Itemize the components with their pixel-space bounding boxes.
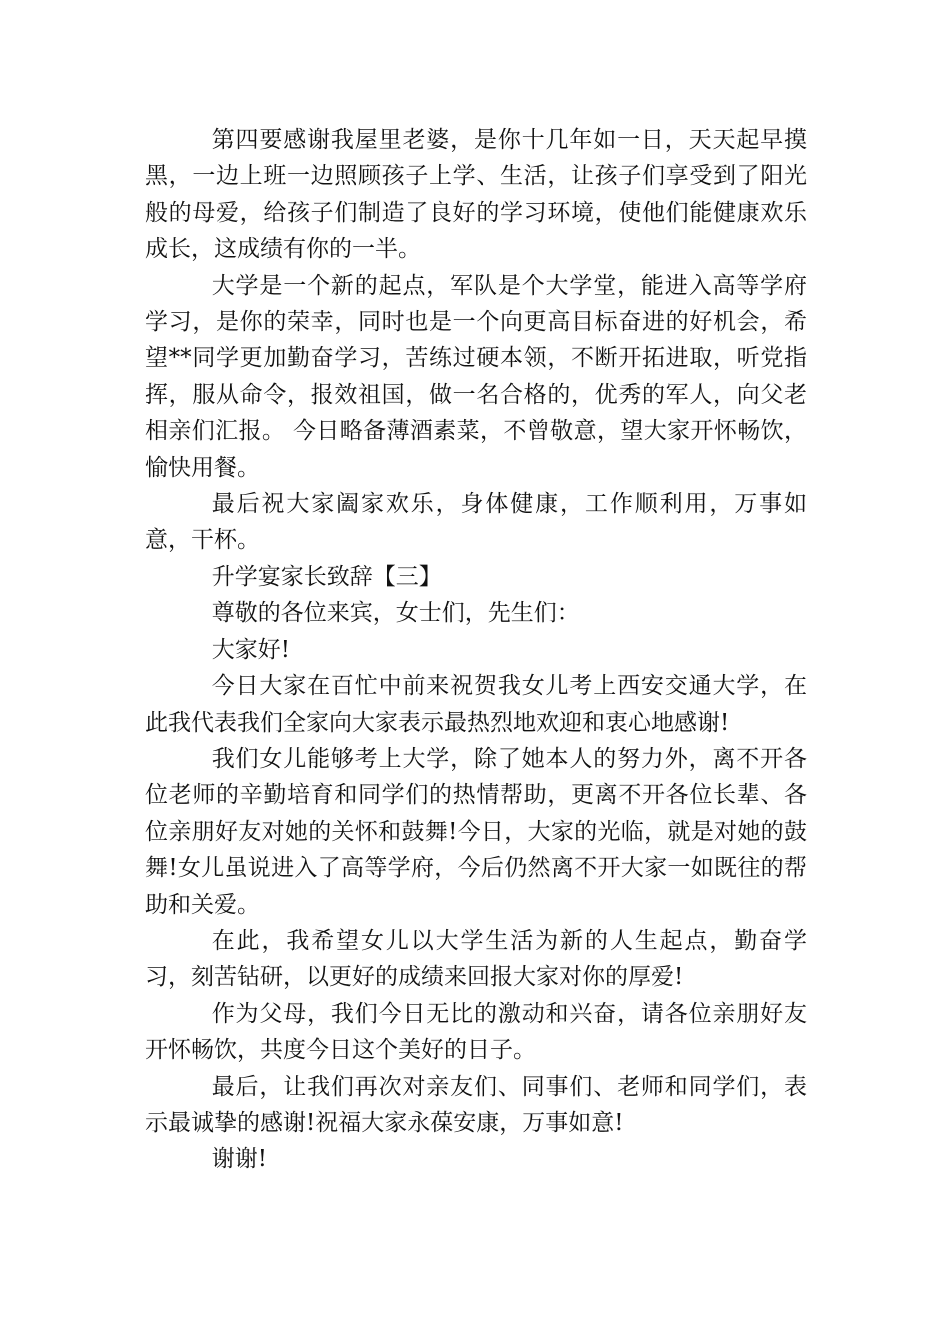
paragraph-final-thanks: 最后，让我们再次对亲友们、同事们、老师和同学们，表示最诚挚的感谢!祝福大家永葆安康，万事如意! xyxy=(145,1073,807,1136)
salutation: 尊敬的各位来宾，女士们，先生们： xyxy=(211,600,580,627)
paragraph-hope: 在此，我希望女儿以大学生活为新的人生起点，勤奋学习，刻苦钻研，以更好的成绩来回报大家对你的厚爱! xyxy=(145,927,807,991)
section-heading: 升学宴家长致辞【三】 xyxy=(211,563,442,590)
document-body xyxy=(145,122,807,1178)
paragraph-welcome: 今日大家在百忙中前来祝贺我女儿考上西安交通大学，在此我代表我们全家向大家表示最热烈地欢迎和衷心地感谢! xyxy=(145,673,807,736)
paragraph-parents: 作为父母，我们今日无比的激动和兴奋，请各位亲朋好友开怀畅饮，共度今日这个美好的日子。 xyxy=(145,1000,807,1064)
paragraph-university-start: 大学是一个新的起点，军队是个大学堂，能进入高等学府学习，是你的荣幸，同时也是一个向更高目标奋进的好机会，希望**同学更加勤奋学习，苦练过硬本领，不断开拓进取，听党指挥，服从命令，报效祖国，做一名合格的，优秀的军人，向父老相亲们汇报。 今日略备薄酒素菜，不曾敬意，望大家开怀畅饮，愉快用餐。 xyxy=(145,272,807,481)
greeting: 大家好! xyxy=(211,636,290,663)
paragraph-toast: 最后祝大家阖家欢乐，身体健康，工作顺利用，万事如意，干杯。 xyxy=(145,491,807,554)
paragraph-gratitude: 我们女儿能够考上大学，除了她本人的努力外，离不开各位老师的辛勤培育和同学们的热情帮助，更离不开各位长辈、各位亲朋好友对她的关怀和鼓舞!今日，大家的光临，就是对她的鼓舞!女儿虽说进入了高等学府，今后仍然离不开大家一如既往的帮助和关爱。 xyxy=(145,745,807,918)
paragraph-thanks-wife: 第四要感谢我屋里老婆，是你十几年如一日，天天起早摸黑，一边上班一边照顾孩子上学、生活，让孩子们享受到了阳光般的母爱，给孩子们制造了良好的学习环境，使他们能健康欢乐成长，这成绩有你的一半。 xyxy=(145,127,807,263)
closing: 谢谢! xyxy=(211,1146,267,1173)
